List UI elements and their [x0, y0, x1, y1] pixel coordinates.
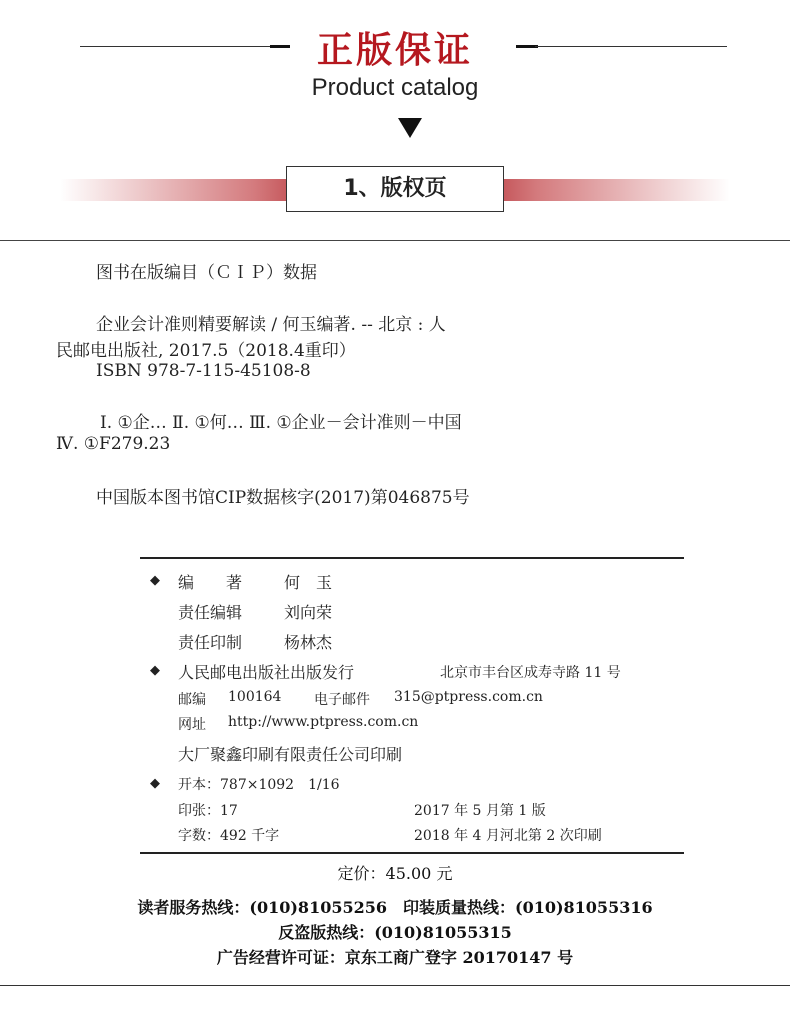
credits-top-rule: [140, 557, 684, 559]
section-band-right: [504, 179, 730, 201]
cip-class-line-1: Ⅰ. ①企… Ⅱ. ①何… Ⅲ. ①企业－会计准则－中国: [100, 413, 462, 433]
postcode-value: 100164: [228, 689, 282, 705]
print-name: 杨林杰: [284, 633, 333, 652]
email-value: 315@ptpress.com.cn: [394, 689, 543, 705]
publisher-address: 北京市丰台区成寿寺路 11 号: [440, 665, 621, 681]
page-title: 正版保证: [316, 30, 473, 71]
website-value: http://www.ptpress.com.cn: [228, 714, 419, 730]
book-format: 开本：787×1092 1/16: [178, 777, 340, 793]
website-label: 网址: [178, 717, 206, 733]
bottom-divider: [0, 985, 790, 986]
printer-name: 大厂聚鑫印刷有限责任公司印刷: [178, 745, 403, 764]
section-divider: [0, 240, 790, 241]
cip-isbn: ISBN 978-7-115-45108-8: [96, 361, 311, 381]
header-line-right: [535, 46, 727, 47]
edition-info: 2017 年 5 月第 1 版: [414, 803, 546, 819]
anti-piracy-hotline: 反盗版热线：(010)81055315: [278, 923, 512, 942]
cip-heading: 图书在版编目（ＣＩＰ）数据: [96, 263, 317, 283]
credits-bottom-rule: [140, 852, 684, 854]
publisher-name: 人民邮电出版社出版发行: [178, 663, 355, 682]
cip-class-line-2: Ⅳ. ①F279.23: [56, 434, 171, 454]
author-label: 编 著: [178, 573, 243, 592]
postcode-label: 邮编: [178, 692, 206, 708]
author-name: 何 玉: [284, 573, 333, 592]
print-sheets: 印张：17: [178, 803, 238, 819]
word-count: 字数：492 千字: [178, 828, 280, 844]
cip-record-number: 中国版本图书馆CIP数据核字(2017)第046875号: [96, 488, 470, 508]
down-triangle-icon: [398, 118, 422, 138]
bullet-icon: ◆: [150, 663, 160, 678]
price: 定价：45.00 元: [337, 864, 453, 883]
email-label: 电子邮件: [314, 692, 370, 708]
print-label: 责任印制: [178, 633, 243, 652]
editor-label: 责任编辑: [178, 603, 243, 622]
advertising-license: 广告经营许可证：京东工商广登字 20170147 号: [216, 948, 574, 967]
editor-name: 刘向荣: [284, 603, 333, 622]
service-hotlines: 读者服务热线：(010)81055256 印装质量热线：(010)81055316: [137, 898, 653, 917]
cip-title-line-1: 企业会计准则精要解读 / 何玉编著. -- 北京 : 人: [96, 315, 446, 335]
section-band-left: [60, 179, 288, 201]
bullet-icon: ◆: [150, 776, 160, 791]
bullet-icon: ◆: [150, 573, 160, 588]
cip-title-line-2: 民邮电出版社, 2017.5（2018.4重印）: [56, 341, 356, 361]
printing-info: 2018 年 4 月河北第 2 次印刷: [414, 828, 602, 844]
section-label: 1、版权页: [286, 166, 504, 212]
page-subtitle: Product catalog: [311, 74, 479, 101]
